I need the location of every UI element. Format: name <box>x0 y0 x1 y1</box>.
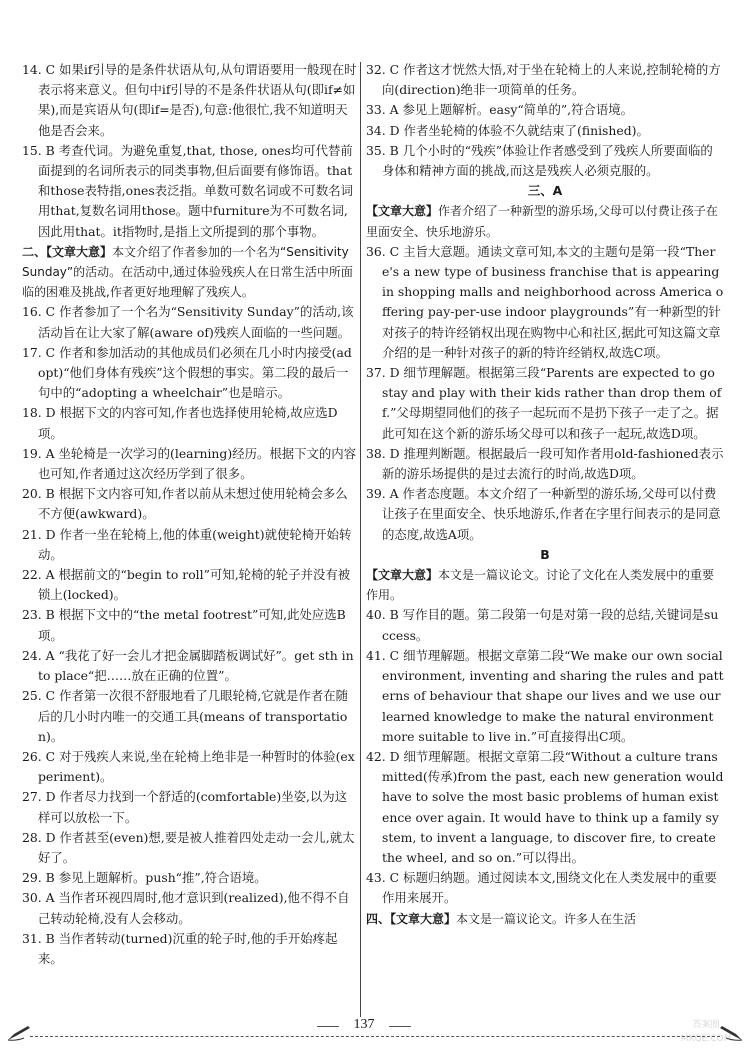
answer-item: 28. D 作者甚至(even)想,要是被人推着四处走动一会儿,就太好了。 <box>22 829 355 865</box>
answer-item: 26. C 对于残疾人来说,坐在轮椅上绝非是一种暂时的体验(experiment)。 <box>22 748 355 785</box>
answer-item: 41. C 细节理解题。根据文章第二段“We make our own social environment, inventing and sharing the rules and patterns of behaviour that shape our lives and we use our learned knowledge to make the natural environment more suitable to live in.”可直接得出C项。 <box>366 647 724 744</box>
answer-item: 27. D 作者尽力找到一个舒适的(comfortable)坐姿,以为这样可以放松一下。 <box>22 789 348 825</box>
passage-summary <box>366 909 724 929</box>
answer-item: 30. A 当作者环视四周时,他才意识到(realized),他不得不自己转动轮椅,没有人会移动。 <box>22 890 350 926</box>
right-column <box>366 60 724 929</box>
answer-item: 37. D 细节理解题。根据第三段“Parents are expected to go stay and play with their kids rather than drop them off.”父母期望同他们的孩子一起玩而不是扔下孩子一走了之。据此可知在这个新的游乐场父母可以和孩子一起玩,故选D项。 <box>366 365 722 441</box>
summary-label: 【文章大意】 <box>366 204 439 219</box>
answer-item: 36. C 主旨大意题。通读文章可知,本文的主题句是第一段“There's a new type of business franchise that is appearing in shopping malls and neighborhood across America offering pay-per-use indoor playgrounds”有一种新型的针对孩子的特许经销权出现在购物中心和社区,据此可知这篇文章介绍的是一种针对孩子的新的特许经销权,故选C项。 <box>366 243 724 360</box>
answer-item: 19. A 坐轮椅是一次学习的(learning)经历。根据下文的内容也可知,作者通过这次经历学到了很多。 <box>22 445 357 482</box>
passage-letter: B <box>540 546 550 562</box>
answer-item: 20. B 根据下文内容可知,作者以前从未想过使用轮椅会多么不方便(awkward)。 <box>22 486 348 522</box>
column-divider <box>360 62 361 1022</box>
footer-rule <box>30 1036 720 1037</box>
passage-summary <box>366 201 724 241</box>
left-column <box>22 60 357 969</box>
answer-item: 43. C 标题归纳题。通过阅读本文,围绕文化在人类发展中的重要作用来展开。 <box>366 870 717 906</box>
answer-item: 32. C 作者这才恍然大悟,对于坐在轮椅上的人来说,控制轮椅的方向(direction)绝非一项简单的任务。 <box>366 62 721 98</box>
summary-text: 本文是一篇议论文。许多人在生活 <box>456 911 637 926</box>
answer-item: 18. D 根据下文的内容可知,作者也选择使用轮椅,故应选D项。 <box>22 405 338 441</box>
summary-label: 二、【文章大意】 <box>22 244 113 259</box>
passage-summary <box>366 565 724 605</box>
answer-item: 16. C 作者参加了一个名为“Sensitivity Sunday”的活动,该活动旨在让大家了解(aware of)残疾人面临的一些问题。 <box>22 304 354 340</box>
answer-item: 14. C 如果if引导的是条件状语从句,从句谓语要用一般现在时表示将来意义。但句中if引导的不是条件状语从句(即if≠如果),而是宾语从句(即if=是否),句意:他很忙,我不知道明天他是否会来。 <box>22 62 357 138</box>
answer-item: 22. A 根据前文的“begin to roll”可知,轮椅的轮子并没有被锁上(locked)。 <box>22 567 351 603</box>
pen-icon <box>6 1024 32 1042</box>
answer-item: 35. B 几个小时的“残疾”体验让作者感受到了残疾人所要面临的身体和精神方面的挑战,而这是残疾人必须克服的。 <box>366 142 713 179</box>
passage-summary <box>22 242 357 303</box>
answer-item: 25. C 作者第一次很不舒服地看了几眼轮椅,它就是作者在随后的几小时内唯一的交通工具(means of transportation)。 <box>22 688 348 744</box>
summary-label: 四、【文章大意】 <box>366 911 457 926</box>
summary-text: 作者介绍了一种新型的游乐场,父母可以付费让孩子在里面安全、快乐地游乐。 <box>366 204 718 239</box>
answer-item: 40. B 写作目的题。第二段第一句是对第一段的总结,关键词是success。 <box>366 607 719 643</box>
answer-item: 21. D 作者一坐在轮椅上,他的体重(weight)就使轮椅开始转动。 <box>22 526 352 562</box>
answer-item: 24. A “我花了好一会儿才把金属脚踏板调试好”。get sth into place“把……放在正确的位置”。 <box>22 647 354 684</box>
answer-item: 29. B 参见上题解析。push“推”,符合语境。 <box>22 870 267 886</box>
answer-item: 34. D 作者坐轮椅的体验不久就结束了(finished)。 <box>366 122 649 138</box>
answer-item: 42. D 细节理解题。根据文章第二段“Without a culture transmitted(传承)from the past, each new generation would have to solve the most basic problems of human existence over again. It would have to think up a family system, to invent a language, to discover fire, to create the wheel, and so on.”可以得出。 <box>366 748 724 865</box>
answer-item: 33. A 参见上题解析。easy“简单的”,符合语境。 <box>366 102 634 118</box>
summary-text: 本文是一篇议论文。讨论了文化在人类发展中的重要作用。 <box>366 568 715 603</box>
summary-label: 【文章大意】 <box>366 568 439 583</box>
answer-item: 17. C 作者和参加活动的其他成员们必须在几小时内接受(adopt)“他们身体有残疾”这个假想的事实。第二段的最后一句中的“adopting a wheelchair”也是暗示。 <box>22 344 352 401</box>
watermark-logo: 答案圈 MXQE.COM <box>680 1020 732 1044</box>
answer-item: 15. B 考查代词。为避免重复,that, those, ones均可代替前面提到的名词所表示的同类事物,但后面要有修饰语。that和those表特指,ones表泛指。单数可数名词或不可数名词用that,复数名词用those。题中furniture为不可数名词,因此用that。it指物时,是指上文所提到的那个事物。 <box>22 142 353 239</box>
summary-text: 本文介绍了作者参加的一个名为“Sensitivity Sunday”的活动。在活动中,通过体验残疾人在日常生活中所面临的困难及挑战,作者更好地理解了残疾人。 <box>22 244 353 300</box>
answer-item: 23. B 根据下文中的“the metal footrest”可知,此处应选B项。 <box>22 607 346 643</box>
answer-item: 39. A 作者态度题。本文介绍了一种新型的游乐场,父母可以付费让孩子在里面安全、快乐地游乐,作者在字里行间表示的是同意的态度,故选A项。 <box>366 486 721 542</box>
answer-item: 38. D 推理判断题。根据最后一段可知作者用old-fashioned表示新的游乐场提供的是过去流行的时尚,故选D项。 <box>366 445 724 482</box>
passage-letter: 三、A <box>527 183 563 199</box>
page-number: 137 <box>341 1017 387 1033</box>
answer-item: 31. B 当作者转动(turned)沉重的轮子时,他的手开始疼起来。 <box>22 930 338 966</box>
